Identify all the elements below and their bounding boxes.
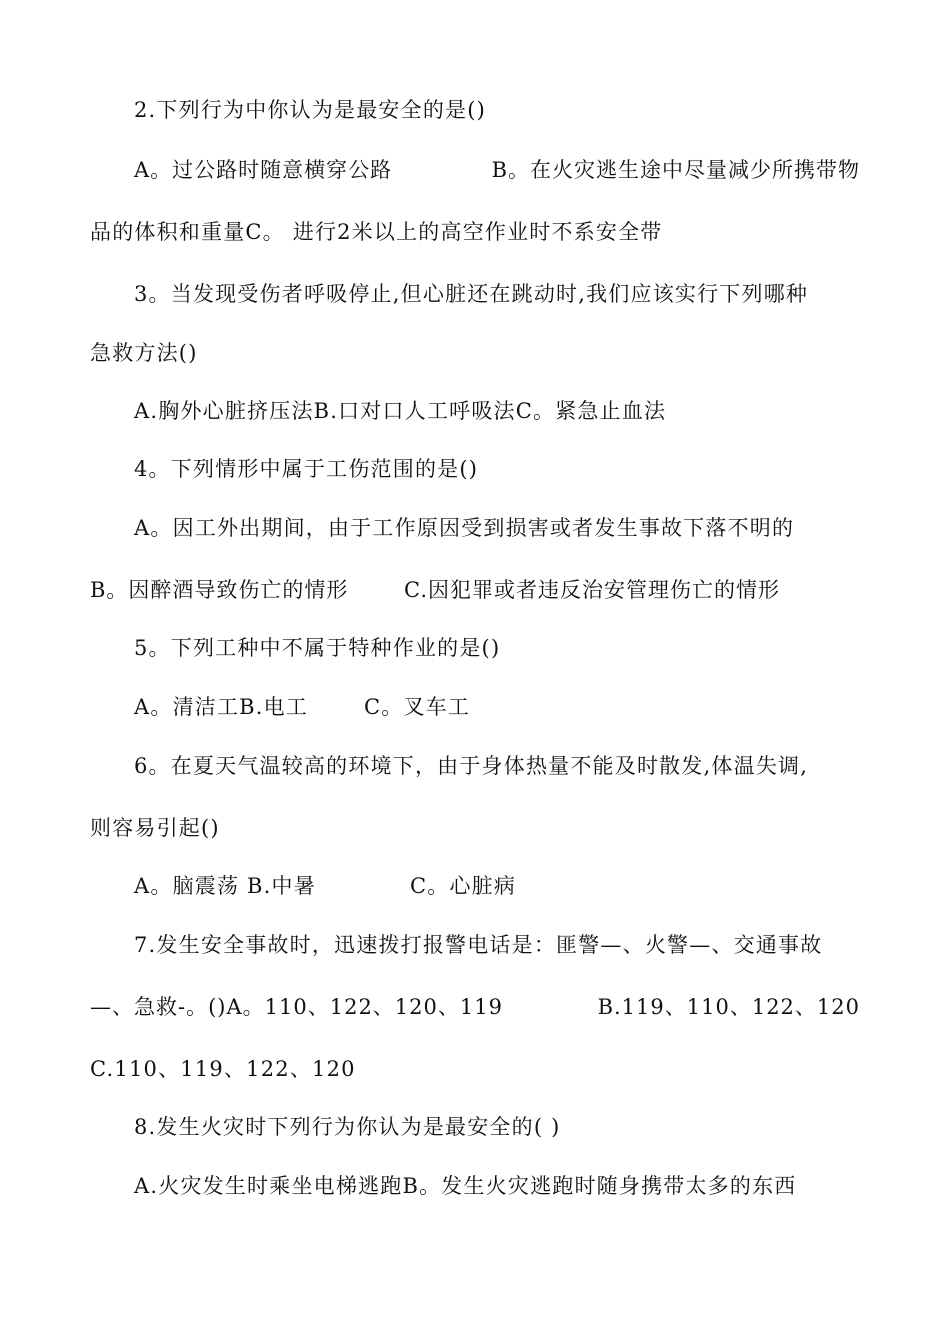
question-5-stem: 5。下列工种中不属于特种作业的是() bbox=[134, 636, 501, 660]
question-3-stem-line-1: 3。当发现受伤者呼吸停止,但心脏还在跳动时,我们应该实行下列哪种 bbox=[134, 282, 809, 306]
question-6-option-c: C。心脏病 bbox=[410, 874, 517, 898]
question-2-option-a: A。过公路时随意横穿公路 bbox=[134, 158, 393, 182]
question-8-stem: 8.发生火灾时下列行为你认为是最安全的( ) bbox=[134, 1115, 561, 1139]
question-7-line-2 bbox=[90, 997, 860, 1018]
question-4-option-a: A。因工外出期间，由于工作原因受到损害或者发生事故下落不明的 bbox=[134, 516, 795, 540]
question-5-option-c: C。叉车工 bbox=[364, 695, 471, 719]
question-2-option-b: B。在火灾逃生途中尽量减少所携带物 bbox=[491, 158, 860, 182]
question-2-options-line-2: 品的体积和重量C。 进行2米以上的高空作业时不系安全带 bbox=[90, 220, 663, 244]
question-2-options-line-1 bbox=[134, 160, 860, 181]
question-5-options-ab: A。清洁工B.电工 bbox=[134, 695, 309, 719]
question-6-stem-line-2: 则容易引起() bbox=[90, 816, 220, 840]
question-6-options-ab: A。脑震荡 B.中暑 bbox=[134, 874, 316, 898]
question-6-stem-line-1: 6。在夏天气温较高的环境下，由于身体热量不能及时散发,体温失调, bbox=[134, 754, 809, 778]
question-8-options: A.火灾发生时乘坐电梯逃跑B。发生火灾逃跑时随身携带太多的东西 bbox=[134, 1174, 797, 1198]
question-4-option-b: B。因醉酒导致伤亡的情形 bbox=[90, 578, 349, 602]
question-3-stem-line-2: 急救方法() bbox=[90, 341, 198, 365]
question-3-options: A.胸外心脏挤压法B.口对口人工呼吸法C。紧急止血法 bbox=[134, 399, 667, 423]
question-4-option-c: C.因犯罪或者违反治安管理伤亡的情形 bbox=[404, 578, 780, 602]
question-7-option-c: C.110、119、122、120 bbox=[90, 1057, 356, 1081]
question-4-stem: 4。下列情形中属于工伤范围的是() bbox=[134, 457, 479, 481]
question-4-options-line-2 bbox=[90, 580, 780, 601]
question-7-stem-line-1: 7.发生安全事故时，迅速拨打报警电话是：匪警—、火警—、交通事故 bbox=[134, 933, 823, 957]
question-7-option-b: B.119、110、122、120 bbox=[597, 995, 860, 1019]
question-7-option-a: —、急救-。()A。110、122、120、119 bbox=[90, 995, 503, 1019]
question-2-stem: 2.下列行为中你认为是最安全的是() bbox=[134, 98, 487, 122]
